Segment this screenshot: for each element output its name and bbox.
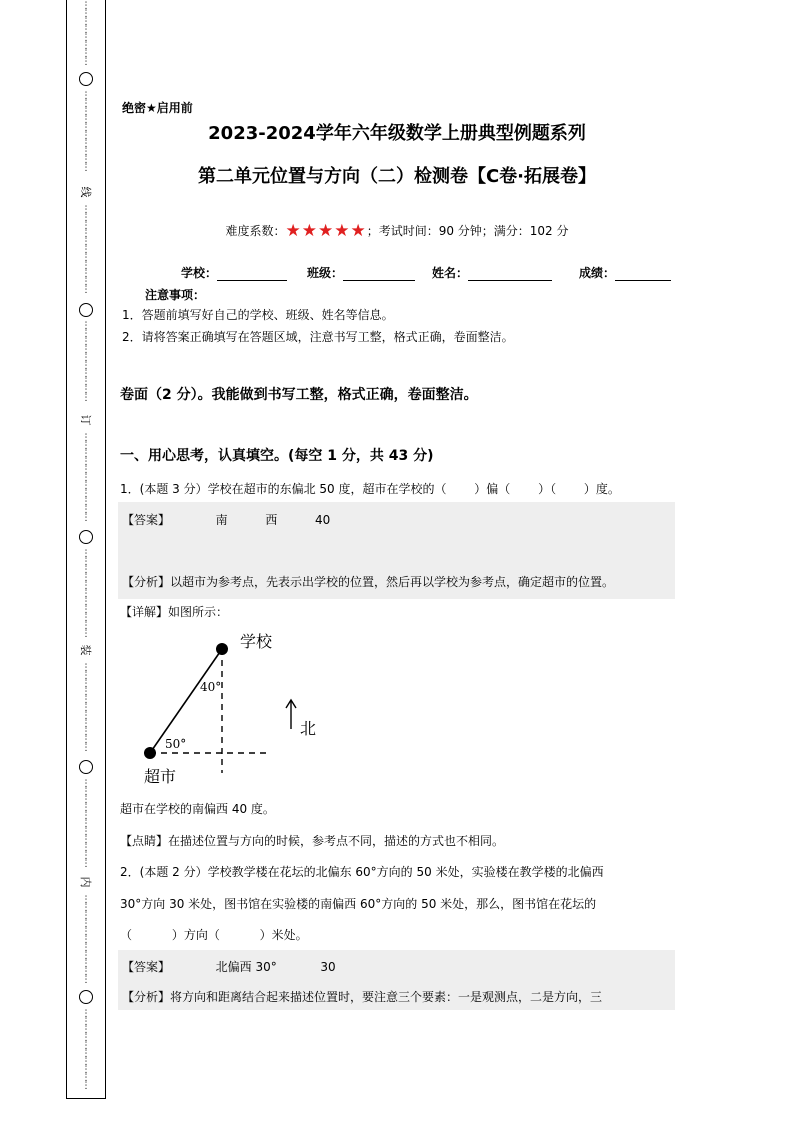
- dotted-line: ⋮ ⋮ ⋮ ⋮ ⋮ ⋮ ⋮ ⋮ ⋮ ⋮: [81, 91, 91, 173]
- dotted-line: ⋮ ⋮ ⋮ ⋮ ⋮ ⋮ ⋮ ⋮ ⋮ ⋮ ⋮: [81, 895, 91, 985]
- north-label: 北: [300, 719, 317, 738]
- notice-title: 注意事项：: [145, 288, 206, 302]
- analysis-row: [122, 988, 602, 1005]
- dotted-line: ⋮ ⋮ ⋮ ⋮ ⋮ ⋮ ⋮ ⋮: [81, 1, 91, 67]
- question-2-line-1: 2．(本题 2 分）学校教学楼在花坛的北偏东 60°方向的 50 米处，实验楼在教学楼的北偏西: [120, 865, 604, 879]
- school-label: 学校: [240, 632, 273, 651]
- page-title: 2023-2024学年六年级数学上册典型例题系列: [208, 123, 586, 144]
- answer-value: 南: [215, 513, 228, 527]
- tip-label: 【点睛】: [120, 834, 169, 848]
- binding-circle: [79, 303, 93, 317]
- class-blank[interactable]: [343, 280, 415, 281]
- question-2-line-3: （ ）方向（ ）米处。: [120, 928, 308, 942]
- answer-panel-1: [118, 502, 675, 599]
- notice-item: 2．请将答案正确填写在答题区域，注意书写工整，格式正确，卷面整洁。: [122, 330, 514, 344]
- binding-circle: [79, 530, 93, 544]
- exam-info: ；考试时间：90 分钟；满分：102 分: [366, 224, 569, 238]
- market-label: 超市: [144, 767, 177, 786]
- school-blank[interactable]: [217, 280, 287, 281]
- answer-value: 西: [265, 513, 278, 527]
- name-label: 姓名：: [432, 266, 469, 280]
- direction-figure: [118, 627, 353, 791]
- direction-diagram: [118, 627, 353, 791]
- binding-label-line: 线: [79, 186, 92, 198]
- answer-label: 【答案】: [122, 960, 171, 974]
- analysis-text: 将方向和距离结合起来描述位置时，要注意三个要素：一是观测点，二是方向，三: [170, 990, 603, 1004]
- answer-value: 30: [320, 960, 336, 974]
- school-label: 学校：: [181, 266, 218, 280]
- secret-mark: 绝密★启用前: [122, 101, 193, 115]
- notice-item: 1．答题前填写好自己的学校、班级、姓名等信息。: [122, 308, 394, 322]
- name-blank[interactable]: [468, 280, 552, 281]
- dotted-line: ⋮ ⋮ ⋮ ⋮ ⋮ ⋮ ⋮ ⋮ ⋮ ⋮: [81, 321, 91, 403]
- star-rating-icon: ★★★★★: [285, 221, 367, 241]
- question-2-line-2: 30°方向 30 米处，图书馆在实验楼的南偏西 60°方向的 50 米处，那么，图书馆在花坛的: [120, 897, 597, 911]
- answer-value: 40: [315, 513, 331, 527]
- analysis-text: 以超市为参考点，先表示出学校的位置，然后再以学校为参考点，确定超市的位置。: [170, 575, 615, 589]
- angle-label-bottom: 50°: [165, 737, 187, 751]
- class-label: 班级：: [307, 266, 344, 280]
- binding-circle: [79, 72, 93, 86]
- page-subtitle: 第二单元位置与方向（二）检测卷【C卷·拓展卷】: [197, 166, 597, 187]
- answer-row: [122, 511, 330, 528]
- binding-circle: [79, 990, 93, 1004]
- detail-row: [120, 604, 228, 620]
- binding-label-inner: 内: [79, 876, 92, 888]
- conclusion: 超市在学校的南偏西 40 度。: [120, 802, 275, 816]
- class-field[interactable]: [307, 264, 415, 281]
- dotted-line: ⋮ ⋮ ⋮ ⋮ ⋮ ⋮ ⋮ ⋮ ⋮ ⋮ ⋮: [81, 663, 91, 753]
- analysis-label: 【分析】: [122, 575, 171, 589]
- tip-text: 在描述位置与方向的时候，参考点不同，描述的方式也不相同。: [168, 834, 505, 848]
- binding-circle: [79, 760, 93, 774]
- market-point: [144, 747, 156, 759]
- dotted-line: ⋮ ⋮ ⋮ ⋮ ⋮ ⋮ ⋮ ⋮ ⋮ ⋮ ⋮: [81, 205, 91, 295]
- dotted-line: ⋮ ⋮ ⋮ ⋮ ⋮ ⋮ ⋮ ⋮ ⋮ ⋮ ⋮: [81, 433, 91, 523]
- tip-row: [120, 833, 504, 849]
- binding-label-bind: 装: [79, 644, 92, 656]
- score-blank[interactable]: [615, 280, 671, 281]
- dotted-line: ⋮ ⋮ ⋮ ⋮ ⋮ ⋮ ⋮ ⋮ ⋮ ⋮: [81, 1009, 91, 1091]
- neatness-statement: 卷面（2 分）。我能做到书写工整，格式正确，卷面整洁。: [120, 387, 478, 403]
- answer-label: 【答案】: [122, 513, 171, 527]
- answer-row: [122, 958, 336, 975]
- question-1: 1．(本题 3 分）学校在超市的东偏北 50 度，超市在学校的（ ）偏（ ）（ ）度。: [120, 482, 620, 496]
- analysis-label: 【分析】: [122, 990, 171, 1004]
- score-label: 成绩：: [579, 266, 616, 280]
- difficulty-line: [0, 221, 794, 241]
- school-point: [216, 643, 228, 655]
- angle-label-top: 40°: [200, 680, 222, 694]
- answer-panel-2: [118, 950, 675, 1010]
- analysis-row: [122, 573, 614, 590]
- answer-value: 北偏西 30°: [215, 960, 277, 974]
- binding-label-order: 订: [79, 414, 92, 426]
- score-field[interactable]: [579, 264, 671, 281]
- name-field[interactable]: [432, 264, 552, 281]
- dotted-line: ⋮ ⋮ ⋮ ⋮ ⋮ ⋮ ⋮ ⋮ ⋮ ⋮ ⋮: [81, 779, 91, 869]
- section-title: 一、用心思考，认真填空。(每空 1 分，共 43 分): [120, 448, 434, 464]
- detail-label: 【详解】: [120, 605, 169, 619]
- detail-text: 如图所示：: [168, 605, 229, 619]
- difficulty-label: 难度系数：: [225, 224, 286, 238]
- school-field[interactable]: [181, 264, 287, 281]
- dotted-line: ⋮ ⋮ ⋮ ⋮ ⋮ ⋮ ⋮ ⋮ ⋮ ⋮ ⋮: [81, 549, 91, 639]
